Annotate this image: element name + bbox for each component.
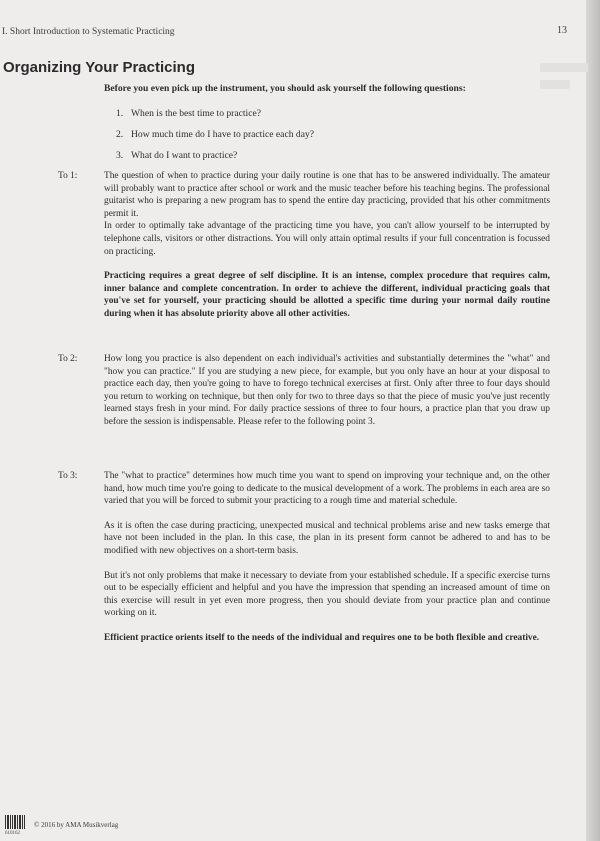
answer-paragraph: The question of when to practice during your daily routine is one that has to be answered individually. The amateur will probably want to practice after school or work and the music teacher before his teaching begins. The professional guitarist who is preparing a new program has to spend the entire day practicing, provided that his other commitments permit it. [104, 171, 550, 219]
answer-tag: To 2: [58, 354, 78, 364]
answer-block-2 [58, 353, 550, 429]
question-text: What do I want to practice? [131, 150, 238, 161]
copyright-text: © 2016 by AMA Musikverlag [34, 821, 119, 829]
answer-paragraph: As it is often the case during practicing, unexpected musical and technical problems arise and new tasks emerge that have not been included in the plan. In this case, the plan in its present form cannot be adhered to and has to be modified with new objectives on a short-term basis. [104, 520, 550, 556]
question-item [116, 129, 314, 150]
bleed-through-mark [540, 80, 570, 89]
answer-paragraph: In order to optimally take advantage of the practicing time you have, you can't allow yourself to be interrupted by telephone calls, visitors or other distractions. You will only attain optimal results if your full concentration is focussed on practicing. [104, 221, 550, 257]
intro-text: Before you even pick up the instrument, you should ask yourself the following questions: [104, 83, 466, 94]
footer [5, 815, 118, 829]
answer-emphasis-paragraph: Efficient practice orients itself to the needs of the individual and requires one to be both flexible and creative. [104, 632, 540, 643]
answer-block-3 [58, 470, 550, 645]
answer-paragraph: How long you practice is also dependent on each individual's activities and substantially determines the "what" and "how you can practice." If you are studying a new piece, for example, but you only have an hour at your disposal to practice each day, then you're going to have to forego technical exercises at first. Only after three to four days should you return to working on technique, but then only for two to three days so that the piece of music you've just recently learned stays fresh in your mind. For daily practice sessions of three to four hours, a practice plan that you draw up before the session is indispensable. Please refer to the following point 3. [104, 354, 550, 427]
page-edge [586, 0, 600, 841]
answer-tag: To 1: [58, 171, 78, 181]
question-number: 3. [116, 150, 124, 161]
answer-emphasis-paragraph: Practicing requires a great degree of self discipline. It is an intense, complex procedure that requires calm, inner balance and complete concentration. In order to achieve the different, individual practicing goals that you've set for yourself, your practicing should be allotted a specific time during your normal daily routine during when it has absolute priority above all other activities. [104, 271, 550, 319]
question-text: When is the best time to practice? [131, 108, 261, 119]
barcode-icon [5, 815, 27, 829]
answer-paragraph: But it's not only problems that make it necessary to deviate from your established schedule. If a specific exercise turns out to be especially efficient and helpful and you have the impression that spending an increased amount of time on this exercise will result in yet even more progress, then you should deviate from your practice plan and continue working on it. [104, 570, 550, 619]
question-text: How much time do I have to practice each day? [131, 129, 315, 140]
answer-block-1 [58, 170, 550, 321]
section-title: Organizing Your Practicing [3, 59, 195, 76]
question-list [116, 108, 314, 171]
question-number: 1. [116, 108, 124, 119]
page-number: 13 [557, 25, 567, 36]
question-item [116, 150, 314, 171]
answer-paragraph: The "what to practice" determines how much time you want to spend on improving your technique and, on the other hand, how much time you're going to dedicate to the musical development of a work. The problems in each area are so varied that you will be forced to submit your practicing to a rough time and material schedule. [104, 471, 550, 507]
bleed-through-mark [540, 63, 588, 72]
running-header: I. Short Introduction to Systematic Practicing [2, 27, 175, 37]
catalog-number: 610162 [5, 831, 20, 836]
answer-tag: To 3: [58, 471, 78, 481]
question-number: 2. [116, 129, 124, 140]
question-item [116, 108, 314, 129]
